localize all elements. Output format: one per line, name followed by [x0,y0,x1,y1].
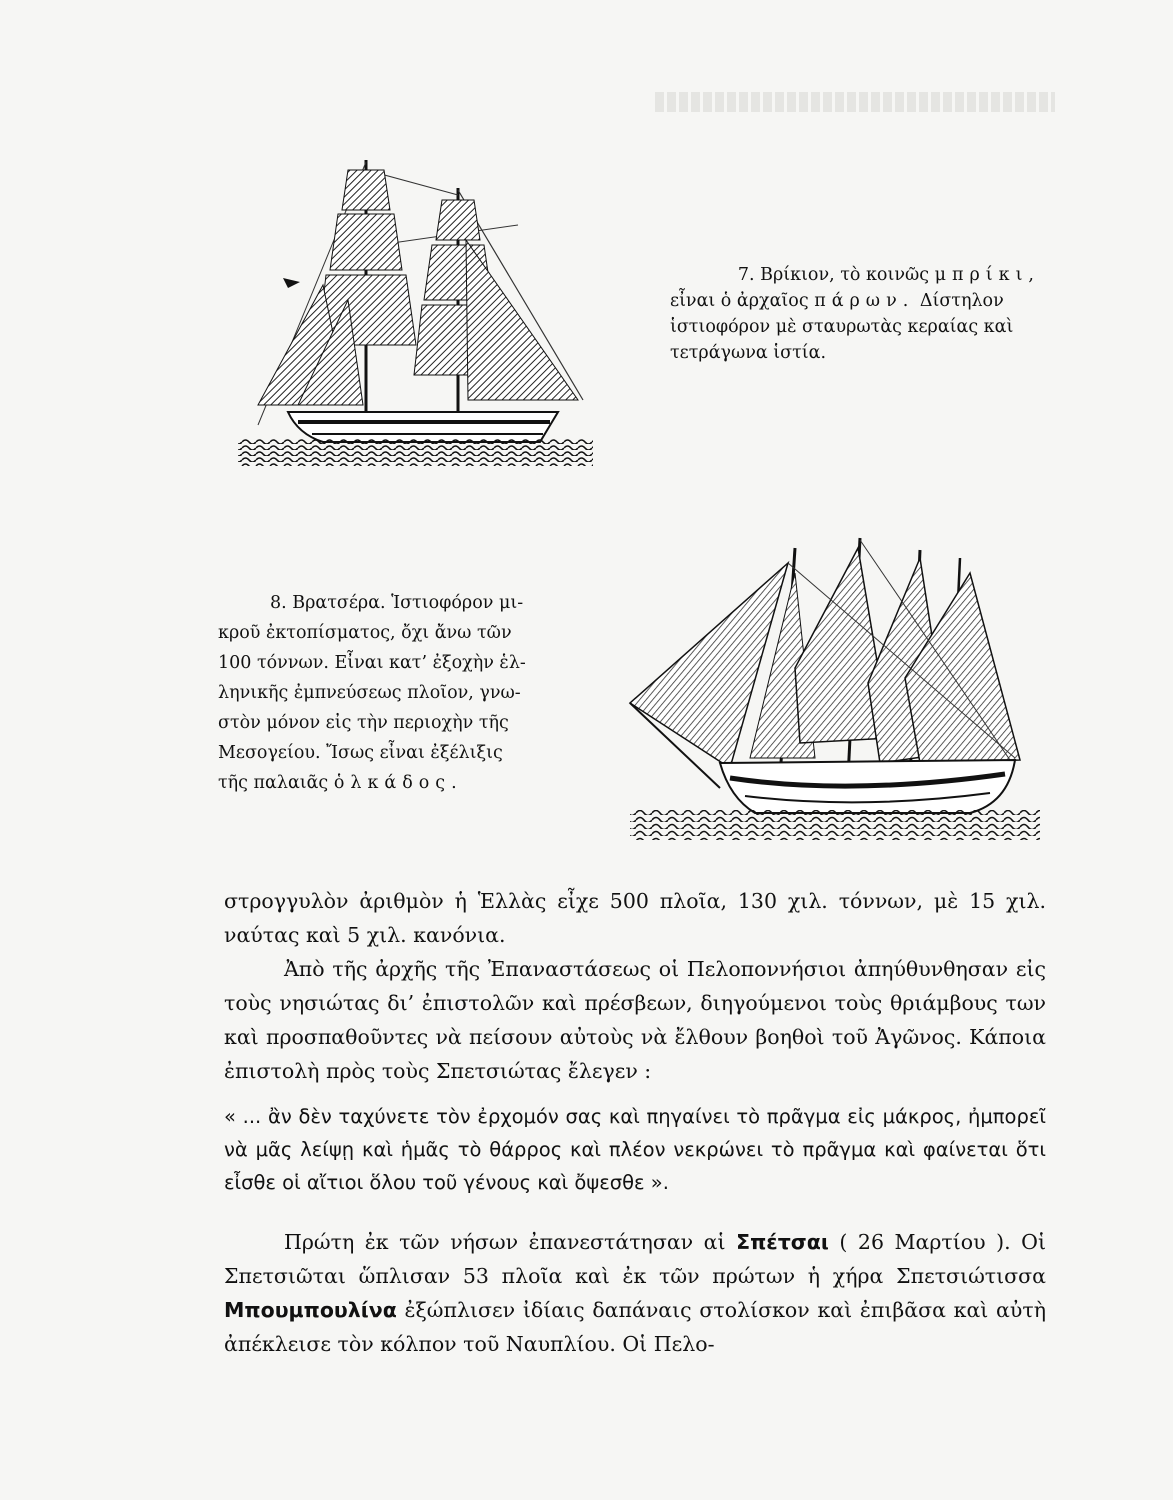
brig-ship-illustration [228,150,598,470]
caption-8-line-3: 100 τόννων. Εἶναι κατ’ ἐξοχὴν ἑλ- [218,653,526,673]
caption-8-line-4: ληνικῆς ἐμπνεύσεως πλοῖον, γνω- [218,683,521,703]
caption-7-line-1-text: 7. Βρίκιον, τὸ κοινῶς [737,265,935,285]
bratsera-ship-illustration [620,528,1050,843]
quoted-letter: « ... ἂν δὲν ταχύνετε τὸν ἐρχομόν σας καὶ πηγαίνει τὸ πρᾶγμα εἰς μάκρος, ἠμπορεῖ νὰ μᾶς λείψῃ καὶ ἡμᾶς τὸ θάρρος καὶ πλέον νεκρώνει τὸ πρᾶγμα καὶ φαίνεται ὅτι εἶσθε οἱ αἴτιοι ὅλου τοῦ γένους καὶ ὄψεσθε ». [224,1105,1046,1194]
bouboulina-bold: Μπουμπουλίνα [224,1298,397,1322]
bleed-through-decor [655,92,1055,112]
paragraph-4 [224,1225,1046,1361]
caption-7-line-2-text: εἶναι ὁ ἀρχαῖος [670,291,815,311]
paragraph-4-text-c: ( 26 Μαρτίου ). Οἱ Σπετσιῶται ὥπλισαν 53 πλοῖα καὶ ἐκ τῶν πρώτων ἡ χήρα Σπετσιώτισσα [224,1230,1047,1288]
paragraph-2: Ἀπὸ τῆς ἀρχῆς τῆς Ἐπαναστάσεως οἱ Πελοποννήσιοι ἀπηύθυνθησαν εἰς τοὺς νησιώτας δι’ ἐπιστολῶν καὶ πρέσβεων, διηγούμενοι τοὺς θριάμβους των καὶ προσπαθοῦντες νὰ πείσουν αὐτοὺς νὰ ἔλθουν βοηθοὶ τοῦ Ἀγῶνος. Κάποια ἐπιστολὴ πρὸς τοὺς Σπετσιώτας ἔλεγεν : [224,957,1046,1083]
paragraph-1: στρογγυλὸν ἀριθμὸν ἡ Ἑλλὰς εἶχε 500 πλοῖα, 130 χιλ. τόννων, μὲ 15 χιλ. ναύτας καὶ 5 χιλ. κανόνια. [224,889,1046,947]
caption-7-line-4: τετράγωνα ἱστία. [670,343,827,363]
caption-7-line-1 [670,262,1040,288]
caption-8-line-1: 8. Βρατσέρα. Ἱστιοφόρον μι- [270,593,524,613]
caption-figure-7 [670,262,1040,366]
caption-7-line-3: ἱστιοφόρον μὲ σταυρωτὰς κεραίας καὶ [670,317,1014,337]
caption-7-line-2 [670,288,1040,314]
caption-8-line-5: στὸν μόνον εἰς τὴν περιοχὴν τῆς [218,713,509,733]
paragraph-4-text-a: Πρώτη ἐκ τῶν νήσων ἐπανεστάτησαν αἱ [284,1230,737,1254]
spetses-bold: Σπέτσαι [736,1230,829,1254]
caption-7-line-2-rest: Δίστηλον [914,291,1004,311]
caption-8-line-7-text: τῆς παλαιᾶς [218,773,334,793]
caption-8-line-7-spaced: ὁλκάδος. [333,773,463,793]
caption-7-line-2-spaced: πάρων. [814,291,915,311]
body-text [224,884,1046,1361]
caption-8-line-2: κροῦ ἐκτοπίσματος, ὄχι ἄνω τῶν [218,623,512,643]
caption-figure-8 [218,588,570,798]
paragraph-4-text-e: ἐξώπλισεν ἰδίαις δαπάναις στολίσκον καὶ ἐπιβᾶσα καὶ αὐτὴ ἀπέκλεισε τὸν κόλπον τοῦ Ναυπλίου. Οἱ Πελο- [224,1298,1046,1356]
caption-8-line-6: Μεσογείου. Ἴσως εἶναι ἐξέλιξις [218,743,503,763]
caption-8-line-7 [218,768,570,798]
caption-7-line-1-spaced: μπρίκι, [934,265,1040,285]
